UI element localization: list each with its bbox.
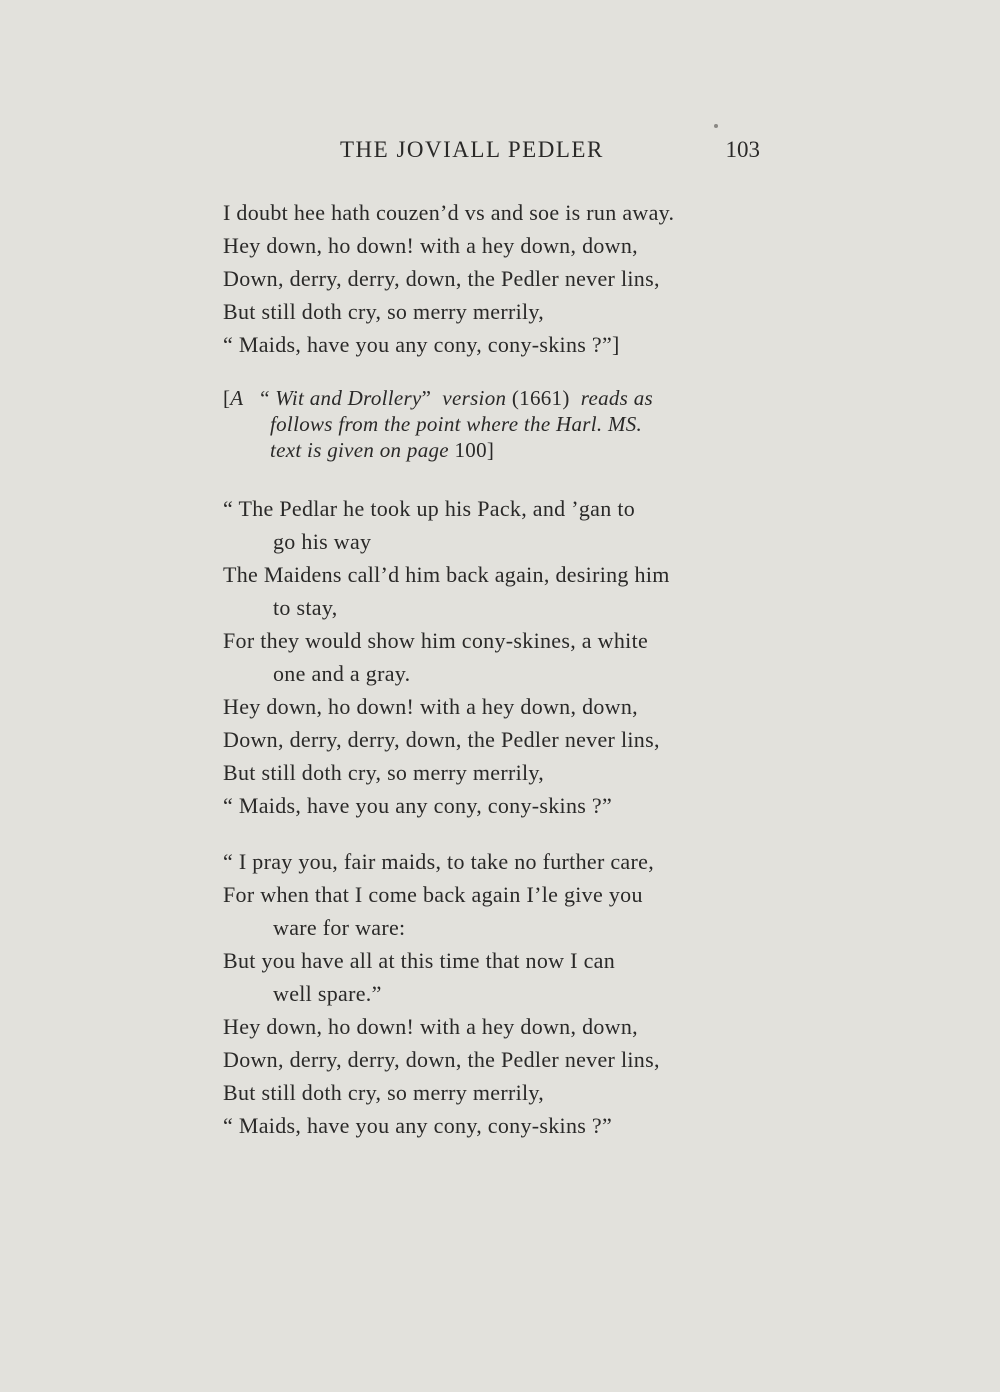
refrain-line: “ Maids, have you any cony, cony-skins ?” bbox=[223, 793, 613, 818]
refrain-line: Hey down, ho down! with a hey down, down, bbox=[223, 233, 638, 258]
page-number: 103 bbox=[725, 137, 760, 162]
verse-line: But you have all at this time that now I can bbox=[223, 948, 616, 973]
page-reference: 100 bbox=[454, 438, 487, 462]
refrain-line: But still doth cry, so merry merrily, bbox=[223, 299, 545, 324]
refrain-line: But still doth cry, so merry merrily, bbox=[223, 760, 545, 785]
verse-line: For when that I come back again I’le give you bbox=[223, 882, 643, 907]
verse-line: “ I pray you, fair maids, to take no further care, bbox=[223, 849, 654, 874]
stanza-two bbox=[223, 492, 768, 822]
refrain-line: Down, derry, derry, down, the Pedler never lins, bbox=[223, 266, 660, 291]
refrain-line: But still doth cry, so merry merrily, bbox=[223, 1080, 545, 1105]
refrain-line: Down, derry, derry, down, the Pedler never lins, bbox=[223, 727, 660, 752]
page-header bbox=[340, 137, 760, 169]
verse-line: ware for ware: bbox=[273, 915, 406, 940]
source-title: Wit and Drollery bbox=[275, 386, 422, 410]
verse-line: I doubt hee hath couzen’d vs and soe is run away. bbox=[223, 200, 675, 225]
year: (1661) bbox=[511, 386, 570, 410]
verse-line: one and a gray. bbox=[273, 661, 411, 686]
editorial-note bbox=[223, 385, 768, 463]
refrain-line: “ Maids, have you any cony, cony-skins ?”] bbox=[223, 332, 620, 357]
verse-line: to stay, bbox=[273, 595, 338, 620]
verse-line: The Maidens call’d him back again, desiring him bbox=[223, 562, 670, 587]
note-line: text is given on page 100] bbox=[270, 438, 495, 462]
stanza-three bbox=[223, 845, 768, 1142]
verse-line: “ The Pedlar he took up his Pack, and ’gan to bbox=[223, 496, 636, 521]
refrain-line: Down, derry, derry, down, the Pedler never lins, bbox=[223, 1047, 660, 1072]
refrain-line: “ Maids, have you any cony, cony-skins ?” bbox=[223, 1113, 613, 1138]
verse-line: well spare.” bbox=[273, 981, 382, 1006]
verse-line: go his way bbox=[273, 529, 372, 554]
refrain-line: Hey down, ho down! with a hey down, down, bbox=[223, 694, 638, 719]
note-line: [A “ Wit and Drollery” version (1661) reads as bbox=[223, 386, 653, 410]
note-line: follows from the point where the Harl. MS. bbox=[270, 412, 643, 436]
refrain-line: Hey down, ho down! with a hey down, down, bbox=[223, 1014, 638, 1039]
opening-stanza bbox=[223, 196, 768, 361]
ink-speck bbox=[714, 124, 718, 128]
verse-line: For they would show him cony-skines, a white bbox=[223, 628, 649, 653]
running-title: THE JOVIALL PEDLER bbox=[340, 137, 604, 162]
